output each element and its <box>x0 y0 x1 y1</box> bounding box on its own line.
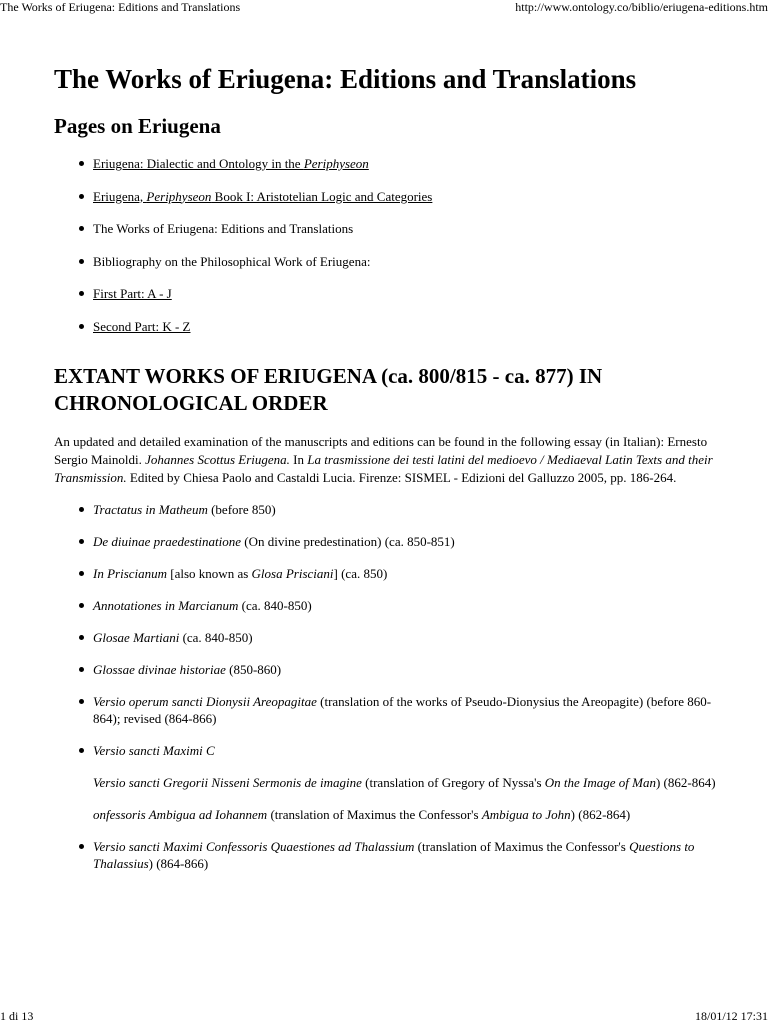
bullet-icon <box>79 259 84 264</box>
link-periphyseon-book-one[interactable]: Eriugena, Periphyseon Book I: Aristotelian Logic and Categories <box>93 188 433 204</box>
work-item: Versio sancti Maximi C <box>54 742 718 759</box>
bullet-icon <box>79 507 84 512</box>
work-subparagraph: onfessoris Ambigua ad Iohannem (translation of Maximus the Confessor's Ambigua to John) (862-864) <box>93 806 631 822</box>
link-dialectic-ontology[interactable]: Eriugena: Dialectic and Ontology in the Periphyseon <box>93 156 369 171</box>
print-footer-page-count: 1 di 13 <box>0 1009 34 1023</box>
work-item: Tractatus in Matheum (before 850) <box>54 501 718 518</box>
page-content <box>54 62 718 887</box>
bullet-icon <box>79 748 84 753</box>
bullet-icon <box>79 194 84 199</box>
work-subparagraph: Versio sancti Gregorii Nisseni Sermonis de imagine (translation of Gregory of Nyssa's On the Image of Man) (862-864) <box>93 774 716 790</box>
print-header-url: http://www.ontology.co/biblio/eriugena-editions.htm <box>515 0 768 14</box>
pages-heading: Pages on Eriugena <box>54 114 221 138</box>
bullet-icon <box>79 667 84 672</box>
page-title: The Works of Eriugena: Editions and Translations <box>54 64 637 94</box>
link-second-part[interactable]: Second Part: K - Z <box>93 318 191 334</box>
bullet-icon <box>79 161 84 166</box>
list-item <box>54 155 718 188</box>
work-item: Versio sancti Maximi Confessoris Quaestiones ad Thalassium (translation of Maximus the Confessor's Questions to Thalassius) (864-866) <box>54 838 718 872</box>
print-footer-timestamp: 18/01/12 17:31 <box>694 1009 768 1023</box>
intro-paragraph: An updated and detailed examination of the manuscripts and editions can be found in the following essay (in Italian): Ernesto Sergio Mainoldi. Johannes Scottus Eriugena. In La trasmissione dei testi latini del medioevo / Mediaeval Latin Texts and their Transmission. Edited by Chiesa Paolo and Castaldi Lucia. Firenze: SISMEL - Edizioni del Galluzzo 2005, pp. 186-264. <box>54 433 713 485</box>
bullet-icon <box>79 635 84 640</box>
work-item: Annotationes in Marcianum (ca. 840-850) <box>54 597 718 614</box>
work-item: Glosae Martiani (ca. 840-850) <box>54 629 718 646</box>
list-item <box>54 285 718 318</box>
bullet-icon <box>79 603 84 608</box>
list-item <box>54 188 718 221</box>
bullet-icon <box>79 571 84 576</box>
current-page-label: The Works of Eriugena: Editions and Translations <box>93 221 354 237</box>
works-list-continued <box>54 838 718 872</box>
work-item: In Priscianum [also known as Glosa Prisciani] (ca. 850) <box>54 565 718 582</box>
work-item: Versio operum sancti Dionysii Areopagitae (translation of the works of Pseudo-Dionysius the Areopagite) (before 860-864); revised (864-866) <box>54 693 718 727</box>
print-header-title: The Works of Eriugena: Editions and Translations <box>0 0 241 14</box>
bullet-icon <box>79 226 84 231</box>
list-item <box>54 318 718 351</box>
bullet-icon <box>79 291 84 296</box>
bullet-icon <box>79 699 84 704</box>
list-item <box>54 253 718 286</box>
bibliography-label: Bibliography on the Philosophical Work of Eriugena: <box>93 253 371 269</box>
bullet-icon <box>79 539 84 544</box>
works-list <box>54 501 718 759</box>
work-item: De diuinae praedestinatione (On divine predestination) (ca. 850-851) <box>54 533 718 550</box>
work-item: Glossae divinae historiae (850-860) <box>54 661 718 678</box>
bullet-icon <box>79 844 84 849</box>
bullet-icon <box>79 324 84 329</box>
list-item <box>54 220 718 253</box>
link-first-part[interactable]: First Part: A - J <box>93 286 172 302</box>
works-heading: EXTANT WORKS OF ERIUGENA (ca. 800/815 - ca. 877) IN CHRONOLOGICAL ORDER <box>54 363 603 415</box>
pages-list <box>54 155 718 351</box>
